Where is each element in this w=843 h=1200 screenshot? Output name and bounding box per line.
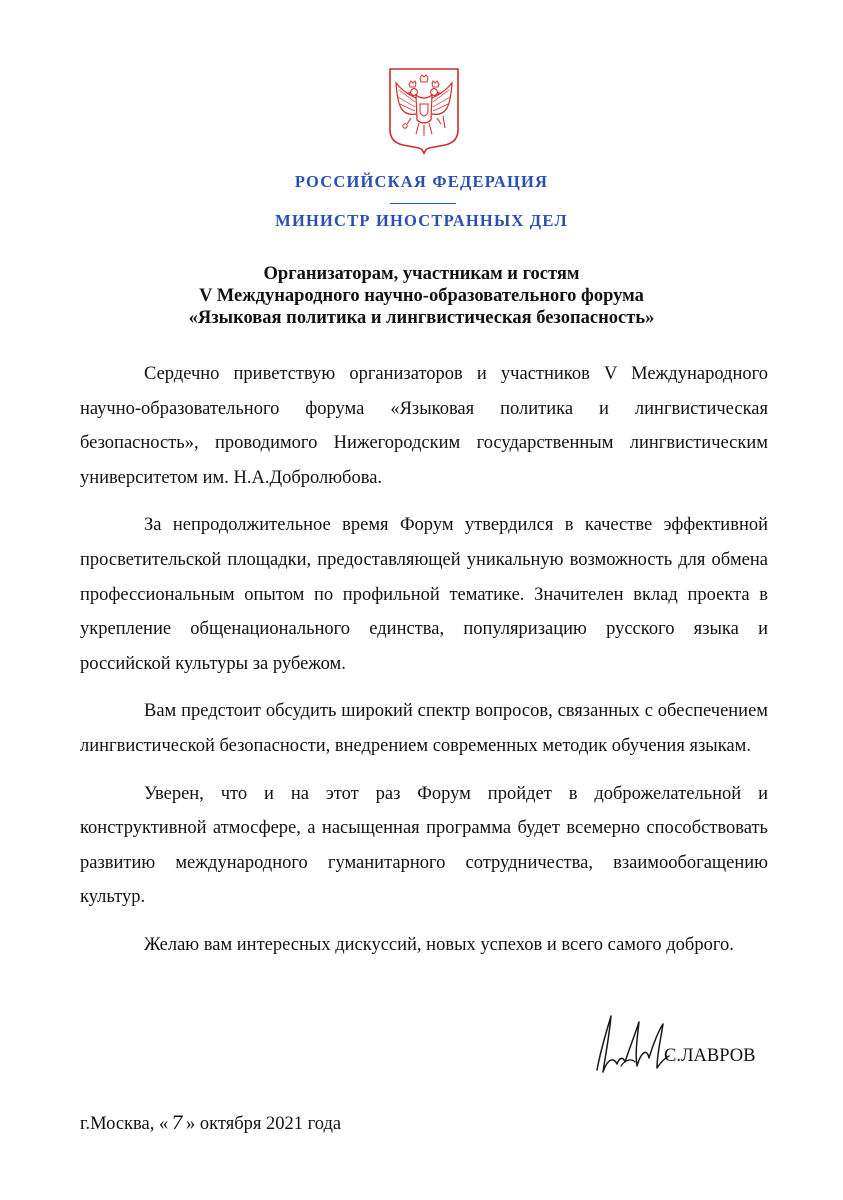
address-heading bbox=[60, 263, 783, 329]
body-paragraph: Уверен, что и на этот раз Форум пройдет в доброжелательной и конструктивной атмосфере, а насыщенная программа будет всемерно способствовать развитию международного гуманитарного сотрудничества, взаимообогащению культур. bbox=[80, 783, 768, 908]
body-paragraph: Сердечно приветствую организаторов и участников V Международного научно-образовательного форума «Языковая политика и лингвистическая безопасность», проводимого Нижегородским государственным лингвистическим университетом им. Н.А.Добролюбова. bbox=[80, 364, 768, 488]
address-line: V Международного научно-образовательного форума bbox=[199, 286, 644, 306]
body-paragraph: Вам предстоит обсудить широкий спектр вопросов, связанных с обеспечением лингвистической безопасности, внедрением современных методик обучения языкам. bbox=[80, 701, 768, 756]
body-paragraph: За непродолжительное время Форум утвердился в качестве эффективной просветительской площадки, предоставляющей уникальную возможность для обмена профессиональным опытом по профильной тематике. Значителен вклад проекта в укрепление общенационального единства, популяризацию русского языка и российской культуры за рубежом. bbox=[80, 515, 768, 674]
address-line: Организаторам, участникам и гостям bbox=[263, 264, 580, 284]
letter-body bbox=[80, 357, 768, 976]
handwritten-signature-icon bbox=[591, 1008, 681, 1082]
date-line bbox=[80, 1113, 341, 1135]
signer-name: С.ЛАВРОВ bbox=[664, 1046, 756, 1066]
minister-title: МИНИСТР ИНОСТРАННЫХ ДЕЛ bbox=[275, 211, 568, 230]
country-title: РОССИЙСКАЯ ФЕДЕРАЦИЯ bbox=[294, 172, 549, 191]
date-rest: » октября 2021 года bbox=[186, 1114, 342, 1134]
address-line: «Языковая политика и лингвистическая безопасность» bbox=[188, 308, 655, 328]
double-headed-eagle-icon bbox=[389, 68, 459, 156]
body-paragraph: Желаю вам интересных дискуссий, новых успехов и всего самого доброго. bbox=[144, 934, 734, 955]
date-place: г.Москва, « bbox=[80, 1114, 169, 1134]
divider bbox=[390, 203, 456, 204]
date-day: 7 bbox=[171, 1113, 184, 1134]
